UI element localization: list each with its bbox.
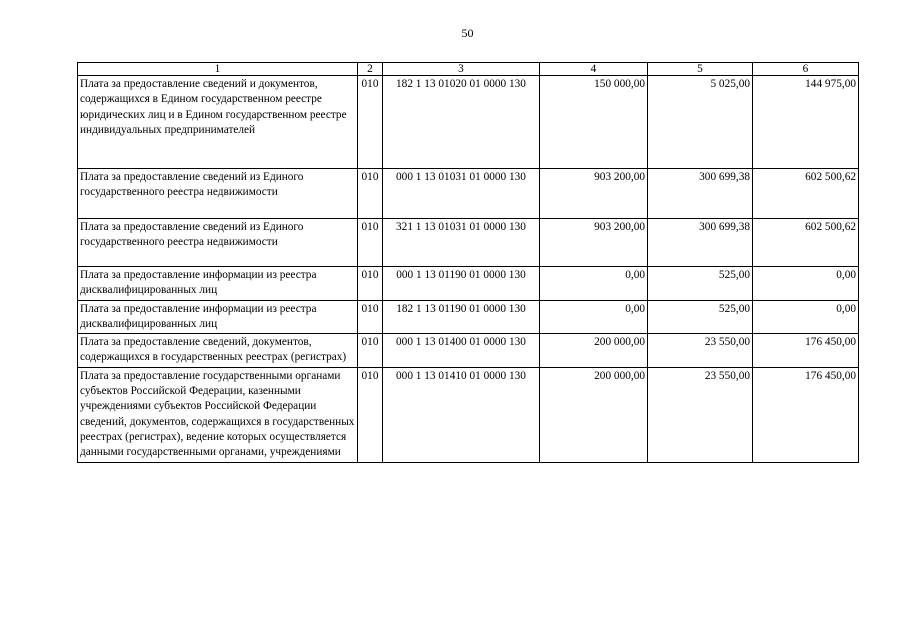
- row-name: Плата за предоставление информации из реестра дисквалифицированных лиц: [78, 267, 358, 301]
- row-col5: 300 699,38: [648, 219, 753, 267]
- table-row: [78, 219, 859, 267]
- row-col6: 602 500,62: [753, 219, 859, 267]
- row-col4: 903 200,00: [540, 219, 648, 267]
- row-code: 010: [358, 367, 383, 462]
- table-row: [78, 367, 859, 462]
- row-code: 010: [358, 300, 383, 334]
- row-name: Плата за предоставление сведений и документов, содержащихся в Едином государственном реестре юридических лиц и в Едином государственном реестре индивидуальных предпринимателей: [78, 76, 358, 169]
- income-table: [77, 62, 859, 463]
- page-number: 50: [461, 26, 474, 40]
- row-code: 010: [358, 76, 383, 169]
- row-col5: 23 550,00: [648, 367, 753, 462]
- table-row: [78, 169, 859, 219]
- row-code: 010: [358, 219, 383, 267]
- row-code: 010: [358, 334, 383, 368]
- row-kbk: 000 1 13 01410 01 0000 130: [383, 367, 540, 462]
- row-name: Плата за предоставление сведений, документов, содержащихся в государственных реестрах (регистрах): [78, 334, 358, 368]
- row-kbk: 000 1 13 01190 01 0000 130: [383, 267, 540, 301]
- column-header-1: 1: [78, 63, 358, 76]
- row-name: Плата за предоставление сведений из Единого государственного реестра недвижимости: [78, 219, 358, 267]
- row-col5: 300 699,38: [648, 169, 753, 219]
- row-col6: 144 975,00: [753, 76, 859, 169]
- row-kbk: 182 1 13 01020 01 0000 130: [383, 76, 540, 169]
- row-col4: 200 000,00: [540, 334, 648, 368]
- column-header-3: 3: [383, 63, 540, 76]
- table-row: [78, 334, 859, 368]
- row-code: 010: [358, 267, 383, 301]
- row-col6: 0,00: [753, 300, 859, 334]
- table-row: [78, 300, 859, 334]
- row-col5: 23 550,00: [648, 334, 753, 368]
- row-col4: 0,00: [540, 267, 648, 301]
- row-col5: 525,00: [648, 300, 753, 334]
- header-row: [78, 63, 859, 76]
- row-col6: 0,00: [753, 267, 859, 301]
- row-kbk: 000 1 13 01031 01 0000 130: [383, 169, 540, 219]
- row-col6: 176 450,00: [753, 334, 859, 368]
- row-name-cell: [78, 367, 358, 462]
- column-header-5: 5: [648, 63, 753, 76]
- row-col4: 0,00: [540, 300, 648, 334]
- row-name: Плата за предоставление сведений из Единого государственного реестра недвижимости: [78, 169, 358, 219]
- row-col5: 5 025,00: [648, 76, 753, 169]
- column-header-6: 6: [753, 63, 859, 76]
- row-code: 010: [358, 169, 383, 219]
- row-col5: 525,00: [648, 267, 753, 301]
- row-kbk: 000 1 13 01400 01 0000 130: [383, 334, 540, 368]
- row-col6: 176 450,00: [753, 367, 859, 462]
- row-col4: 150 000,00: [540, 76, 648, 169]
- row-col6: 602 500,62: [753, 169, 859, 219]
- row-col4: 903 200,00: [540, 169, 648, 219]
- column-header-2: 2: [358, 63, 383, 76]
- column-header-4: 4: [540, 63, 648, 76]
- table-row: [78, 76, 859, 169]
- table-row: [78, 267, 859, 301]
- row-name: Плата за предоставление государственными органами субъектов Российской Федерации, казенными учреждениями субъектов Российской Федерации сведений, документов, содержащихся в государственных реестрах (регистрах), ведение которых осуществляется данными государственными органами, учреждениями: [80, 369, 355, 459]
- row-name: Плата за предоставление информации из реестра дисквалифицированных лиц: [78, 300, 358, 334]
- row-col4: 200 000,00: [540, 367, 648, 462]
- row-kbk: 182 1 13 01190 01 0000 130: [383, 300, 540, 334]
- row-kbk: 321 1 13 01031 01 0000 130: [383, 219, 540, 267]
